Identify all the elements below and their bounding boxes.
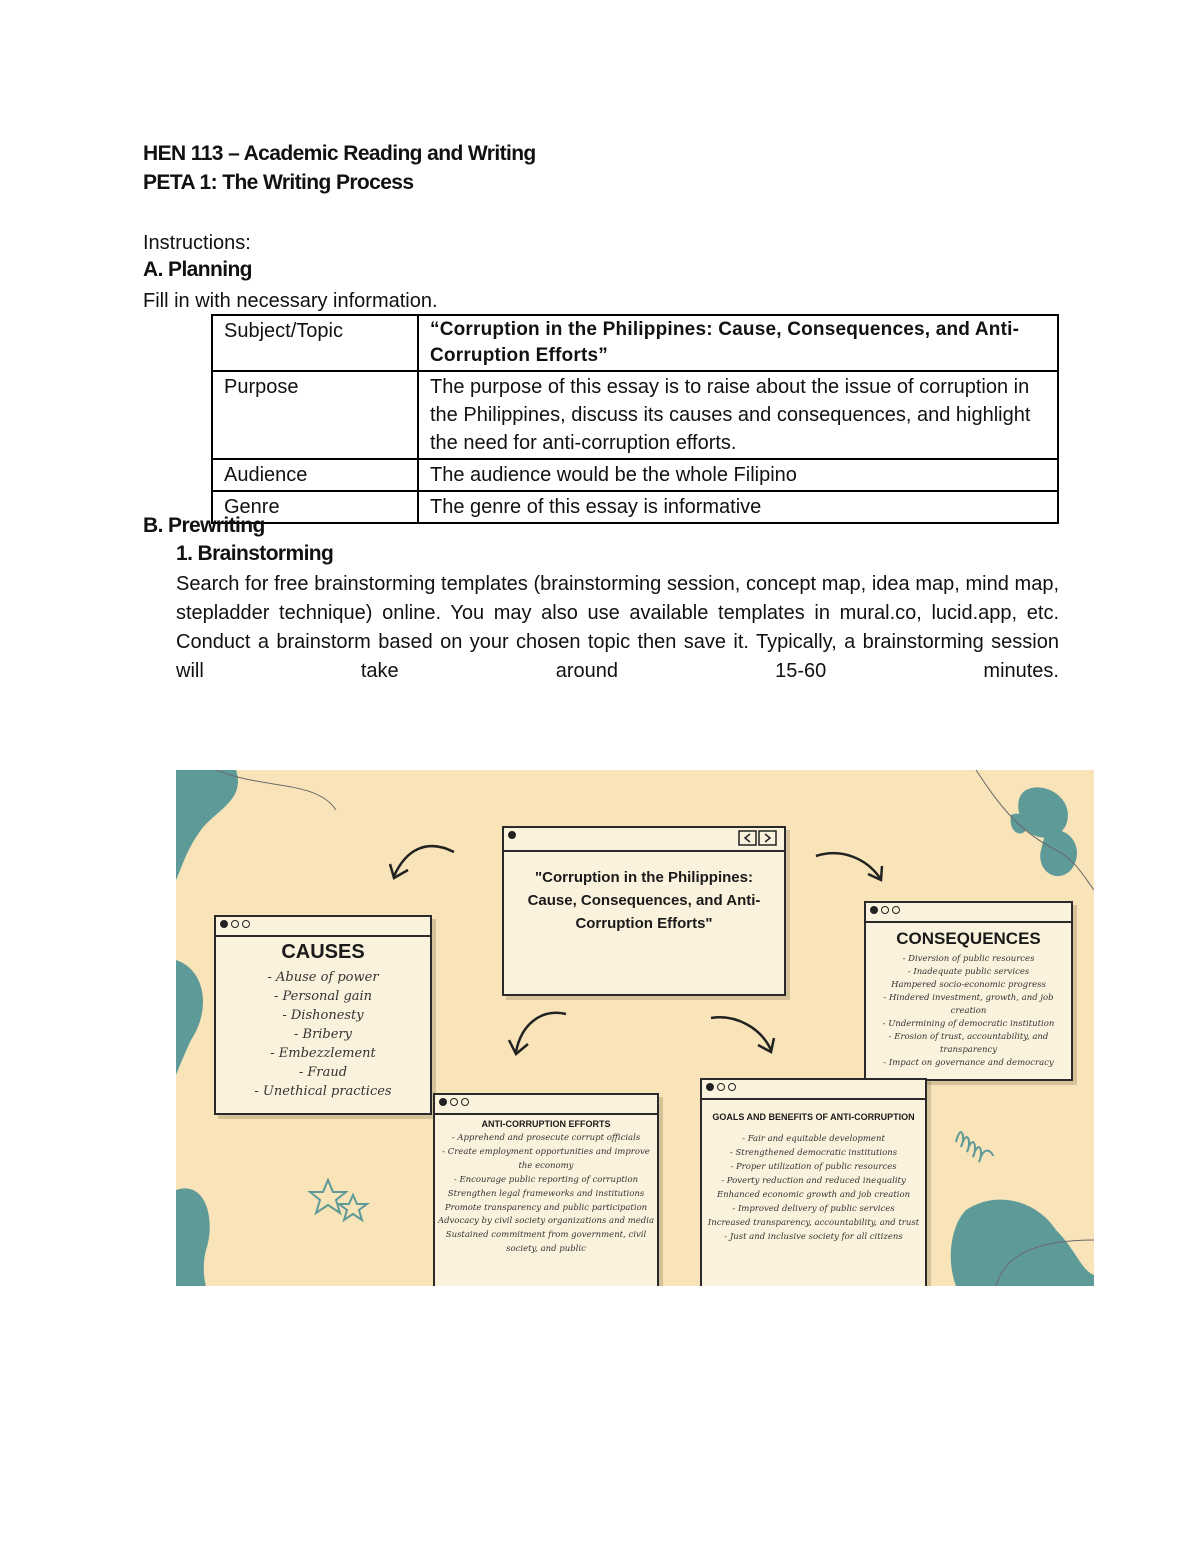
- instructions-label: Instructions:: [143, 232, 251, 254]
- list-item: - Poverty reduction and reduced inequality: [721, 1176, 906, 1186]
- causes-list: [216, 968, 430, 1101]
- document-subtitle: PETA 1: The Writing Process: [143, 171, 414, 194]
- window-dot-icon: [870, 906, 878, 914]
- anti-corruption-list: [435, 1132, 657, 1257]
- window-dot-icon: [231, 920, 239, 928]
- list-item: - Personal gain: [273, 989, 373, 1004]
- table-row: [212, 459, 1058, 491]
- table-row: [212, 315, 1058, 371]
- causes-title: CAUSES: [281, 941, 365, 963]
- goals-list: [702, 1132, 925, 1244]
- window-dot-icon: [706, 1083, 714, 1091]
- section-b-heading: B. Prewriting: [143, 514, 265, 537]
- card-title-bar: [702, 1080, 925, 1100]
- list-item: - Abuse of power: [267, 970, 379, 985]
- list-item: - Encourage public reporting of corruption: [453, 1174, 639, 1185]
- card-title-bar: [504, 828, 784, 852]
- row-value: “Corruption in the Philippines: Cause, Consequences, and Anti-Corruption Efforts”: [418, 315, 1058, 371]
- list-item: - Inadequate public services: [907, 967, 1030, 977]
- row-key: Subject/Topic: [212, 315, 418, 371]
- list-item: - Unethical practices: [254, 1084, 392, 1099]
- window-dot-icon: [892, 906, 900, 914]
- consequences-title: CONSEQUENCES: [896, 929, 1041, 948]
- list-item: - Improved delivery of public services: [732, 1204, 895, 1214]
- window-dot-icon: [439, 1098, 447, 1106]
- goals-title: GOALS AND BENEFITS OF ANTI-CORRUPTION: [712, 1112, 915, 1122]
- list-item: - Diversion of public resources: [902, 954, 1035, 964]
- central-topic-card: [502, 826, 786, 996]
- window-dot-icon: [220, 920, 228, 928]
- document-title: HEN 113 – Academic Reading and Writing: [143, 142, 536, 165]
- list-item: - Undermining of democratic institution: [882, 1019, 1055, 1029]
- consequences-card: [864, 901, 1073, 1081]
- list-item: - Bribery: [293, 1027, 353, 1042]
- list-item: Increased transparency, accountability, and trust: [707, 1218, 920, 1228]
- card-title-bar: [216, 917, 430, 937]
- list-item: - Create employment opportunities and improve the economy: [442, 1146, 650, 1171]
- window-dot-icon: [461, 1098, 469, 1106]
- brainstorm-board: [176, 770, 1094, 1286]
- brainstorming-paragraph: Search for free brainstorming templates (brainstorming session, concept map, idea map, mind map, stepladder technique) online. You may also use available templates in mural.co, lucid.app, etc. Conduct a brainstorm based on your chosen topic then save it. Typically, a brainstorming session will take around 15-60 minutes.: [176, 573, 1059, 682]
- planning-table: [211, 314, 1059, 524]
- list-item: - Fraud: [298, 1065, 348, 1080]
- list-item: - Proper utilization of public resources: [730, 1162, 897, 1172]
- row-key: Audience: [212, 459, 418, 491]
- list-item: - Embezzlement: [270, 1046, 376, 1061]
- nav-arrows-icon: [738, 830, 778, 846]
- list-item: Promote transparency and public participation: [444, 1202, 648, 1213]
- list-item: Enhanced economic growth and job creation: [716, 1190, 911, 1200]
- card-title-bar: [435, 1095, 657, 1115]
- anti-corruption-title: ANTI-CORRUPTION EFFORTS: [481, 1119, 611, 1129]
- list-item: - Fair and equitable development: [742, 1134, 885, 1144]
- row-value: The genre of this essay is informative: [418, 491, 1058, 523]
- row-value: The purpose of this essay is to raise about the issue of corruption in the Philippines, discuss its causes and consequences, and highlight the need for anti-corruption efforts.: [418, 371, 1058, 459]
- list-item: Sustained commitment from government, civil society, and public: [445, 1230, 647, 1255]
- list-item: - Apprehend and prosecute corrupt officials: [451, 1133, 641, 1143]
- list-item: Strengthen legal frameworks and institutions: [447, 1188, 645, 1199]
- row-key: Genre: [212, 491, 418, 523]
- window-dot-icon: [450, 1098, 458, 1106]
- list-item: - Impact on governance and democracy: [883, 1058, 1054, 1068]
- list-item: - Dishonesty: [282, 1008, 364, 1023]
- goals-card: [700, 1078, 927, 1286]
- window-dot-icon: [242, 920, 250, 928]
- central-topic: "Corruption in the Philippines: Cause, Consequences, and Anti-Corruption Efforts": [527, 869, 761, 932]
- window-dot-icon: [728, 1083, 736, 1091]
- list-item: - Erosion of trust, accountability, and transparency: [888, 1032, 1049, 1055]
- list-item: - Just and inclusive society for all citizens: [724, 1232, 903, 1242]
- anti-corruption-card: [433, 1093, 659, 1286]
- list-item: - Hindered investment, growth, and job creation: [883, 993, 1054, 1016]
- card-title-bar: [866, 903, 1071, 923]
- row-key: Purpose: [212, 371, 418, 459]
- list-item: Hampered socio-economic progress: [891, 980, 1046, 990]
- window-dot-icon: [717, 1083, 725, 1091]
- list-item: - Strengthened democratic institutions: [729, 1148, 898, 1158]
- section-a-heading: A. Planning: [143, 258, 252, 281]
- table-row: [212, 371, 1058, 459]
- brainstorming-heading: 1. Brainstorming: [176, 542, 334, 565]
- window-dot-icon: [881, 906, 889, 914]
- window-dot-icon: [508, 831, 516, 839]
- list-item: Advocacy by civil society organizations and media: [437, 1216, 655, 1227]
- fill-in-note: Fill in with necessary information.: [143, 290, 438, 312]
- causes-card: [214, 915, 432, 1115]
- consequences-list: [866, 953, 1071, 1070]
- row-value: The audience would be the whole Filipino: [418, 459, 1058, 491]
- table-row: [212, 491, 1058, 523]
